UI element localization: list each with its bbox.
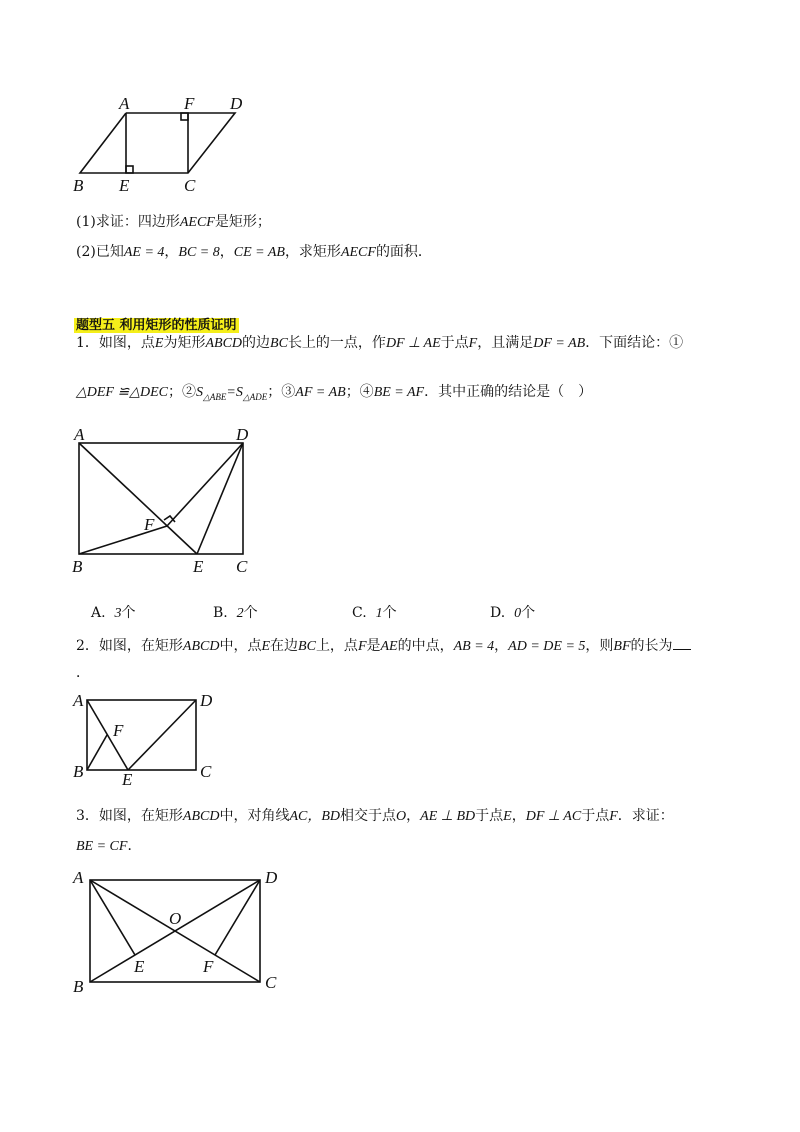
label-D: D <box>265 868 278 887</box>
option-letter: D. <box>490 605 506 621</box>
math: AE = 4 <box>123 245 165 260</box>
label-B: B <box>73 762 84 781</box>
label-A: A <box>119 94 130 113</box>
text: 相交于点 <box>340 808 397 824</box>
math: BC = 8 <box>178 245 220 260</box>
math: AF = AB <box>295 385 346 400</box>
text: 的边 <box>242 335 271 351</box>
text: 于点 <box>581 808 610 824</box>
label-E: E <box>122 770 133 789</box>
text: (1)求证：四边形 <box>76 214 180 230</box>
text: 为矩形 <box>163 335 206 351</box>
text: 中，点 <box>219 638 262 654</box>
math: BC <box>298 639 316 654</box>
option-value: 2 <box>236 606 244 621</box>
text: 是矩形； <box>214 214 271 230</box>
section-heading-text: 题型五 利用矩形的性质证明 <box>76 318 237 333</box>
text: 于点 <box>475 808 504 824</box>
text: ，则 <box>585 638 614 654</box>
text: 的长为 <box>630 638 673 654</box>
text: ， <box>406 808 421 824</box>
math: AB = 4 <box>453 639 495 654</box>
text: ， <box>164 244 179 260</box>
text: ， <box>511 808 526 824</box>
label-B: B <box>72 557 83 576</box>
label-F: F <box>184 94 195 113</box>
text: ．下面结论：① <box>585 335 684 351</box>
text: ， <box>219 244 234 260</box>
label-E: E <box>134 957 145 976</box>
math: BC <box>270 336 288 351</box>
segment-DF <box>215 880 260 955</box>
label-F: F <box>144 515 155 534</box>
option-letter: B. <box>213 605 228 621</box>
label-A: A <box>73 691 84 710</box>
math: F <box>468 336 478 351</box>
label-C: C <box>184 176 196 195</box>
text: 中，对角线 <box>219 808 290 824</box>
math: AD = DE = 5 <box>508 639 586 654</box>
math: S <box>195 385 203 400</box>
label-C: C <box>200 762 212 781</box>
text: ， <box>494 638 509 654</box>
math: =S <box>226 385 243 400</box>
text: 在边 <box>270 638 299 654</box>
text: ． <box>127 838 142 854</box>
math: BE = CF <box>76 839 128 854</box>
label-C: C <box>265 973 277 992</box>
label-F: F <box>113 721 124 740</box>
label-A: A <box>74 425 85 444</box>
text: ．其中正确的结论是（ ） <box>424 384 593 400</box>
label-C: C <box>236 557 248 576</box>
text: ，且满足 <box>477 335 534 351</box>
label-D: D <box>236 425 249 444</box>
math: E <box>154 336 164 351</box>
label-E: E <box>193 557 204 576</box>
option-value: 1 <box>375 606 383 621</box>
label-F: F <box>203 957 214 976</box>
math: O <box>396 809 407 824</box>
text: ；③ <box>267 384 296 400</box>
option-unit: 个 <box>521 605 536 621</box>
segment-AE <box>90 880 135 955</box>
option-value: 3 <box>114 606 122 621</box>
math: ABCD <box>205 336 243 351</box>
option-unit: 个 <box>121 605 136 621</box>
math: CE = AB <box>233 245 285 260</box>
label-O: O <box>169 909 182 928</box>
text: 的中点， <box>397 638 454 654</box>
math: AE <box>380 639 398 654</box>
text: 2．如图，在矩形 <box>76 638 183 654</box>
math: △DEF ≌△DEC <box>76 385 168 400</box>
text: 长上的一点，作 <box>287 335 386 351</box>
option-unit: 个 <box>243 605 258 621</box>
text: 是 <box>366 638 381 654</box>
text: 1．如图，点 <box>76 335 155 351</box>
math: ABCD <box>182 809 220 824</box>
label-A: A <box>73 868 84 887</box>
label-B: B <box>73 176 84 195</box>
math-sub: △ADE <box>242 391 268 402</box>
math: AE ⊥ BD <box>420 809 476 824</box>
text: ；④ <box>345 384 374 400</box>
option-value: 0 <box>514 606 522 621</box>
text: ． <box>76 665 90 681</box>
text: ；② <box>167 384 196 400</box>
math: DF = AB <box>533 336 586 351</box>
math: F <box>357 639 367 654</box>
text: 的面积． <box>375 244 432 260</box>
math: E <box>261 639 271 654</box>
text: (2)已知 <box>76 244 124 260</box>
text: ，求矩形 <box>284 244 341 260</box>
label-D: D <box>200 691 213 710</box>
text: 上，点 <box>315 638 358 654</box>
math: ABCD <box>182 639 220 654</box>
math: BE = AF <box>373 385 425 400</box>
label-E: E <box>119 176 130 195</box>
math: DF ⊥ AC <box>525 809 582 824</box>
math: E <box>503 809 512 824</box>
math: DF ⊥ AE <box>385 336 441 351</box>
option-unit: 个 <box>382 605 397 621</box>
math: BF <box>613 639 631 654</box>
math: F <box>609 809 618 824</box>
option-letter: C. <box>352 605 367 621</box>
math-sub: △ABE <box>202 391 227 402</box>
label-D: D <box>230 94 243 113</box>
math: AECF <box>179 215 215 230</box>
option-letter: A. <box>91 605 106 621</box>
text: 于点 <box>440 335 469 351</box>
text: 3．如图，在矩形 <box>76 808 183 824</box>
math: AECF <box>340 245 376 260</box>
math: AC，BD <box>289 809 341 824</box>
label-B: B <box>73 977 84 996</box>
text: ．求证： <box>617 808 674 824</box>
